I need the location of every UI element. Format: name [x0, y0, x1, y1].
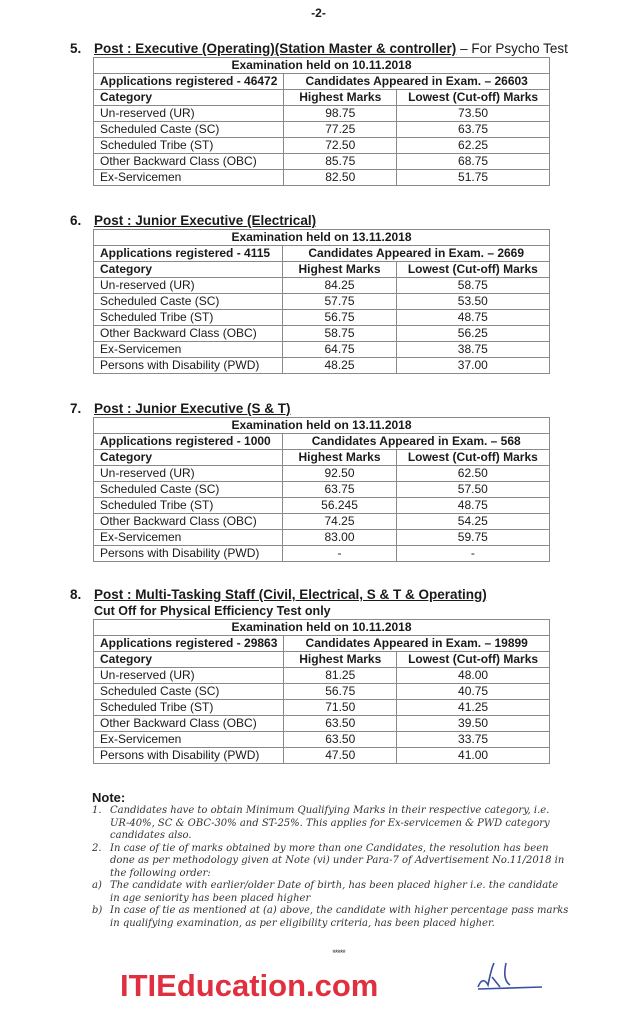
category-cell: Scheduled Tribe (ST)	[94, 498, 283, 514]
highest-marks-cell: 83.00	[283, 530, 396, 546]
section-number: 6.	[70, 213, 82, 228]
cutoff-marks-cell: 73.50	[397, 106, 550, 122]
cutoff-marks-cell: 59.75	[396, 530, 549, 546]
exam-date: Examination held on 13.11.2018	[94, 418, 550, 434]
section-number: 7.	[70, 401, 82, 416]
cutoff-marks-cell: 62.50	[396, 466, 549, 482]
note-item	[92, 905, 570, 930]
category-cell: Un-reserved (UR)	[94, 106, 284, 122]
header-category: Category	[94, 90, 284, 106]
exam-date: Examination held on 13.11.2018	[94, 230, 550, 246]
table-row	[94, 154, 550, 170]
section-title	[70, 212, 570, 229]
note-item	[92, 843, 570, 881]
table-row	[94, 342, 550, 358]
note-block	[92, 790, 570, 930]
cutoff-marks-cell: 68.75	[397, 154, 550, 170]
cutoff-table	[93, 57, 550, 186]
applications-registered: Applications registered - 4115	[94, 246, 283, 262]
highest-marks-cell: 82.50	[284, 170, 397, 186]
note-label: 1.	[92, 805, 102, 816]
category-cell: Persons with Disability (PWD)	[94, 748, 284, 764]
highest-marks-cell: 63.75	[283, 482, 396, 498]
table-row	[94, 358, 550, 374]
post-name: Post : Multi-Tasking Staff (Civil, Electrical, S & T & Operating)	[94, 587, 487, 602]
cutoff-marks-cell: 41.25	[397, 700, 550, 716]
highest-marks-cell: -	[283, 546, 396, 562]
cutoff-marks-cell: 41.00	[397, 748, 550, 764]
cutoff-marks-cell: 63.75	[397, 122, 550, 138]
cutoff-table	[93, 229, 550, 374]
section-title	[70, 400, 570, 417]
watermark-logo: ITIEducation.com	[120, 968, 379, 1003]
header-lowest: Lowest (Cut-off) Marks	[397, 90, 550, 106]
cutoff-marks-cell: -	[396, 546, 549, 562]
table-row	[94, 482, 550, 498]
category-cell: Persons with Disability (PWD)	[94, 546, 283, 562]
cutoff-marks-cell: 37.00	[396, 358, 549, 374]
table-row	[94, 668, 550, 684]
highest-marks-cell: 57.75	[283, 294, 396, 310]
candidates-appeared: Candidates Appeared in Exam. – 2669	[283, 246, 550, 262]
header-category: Category	[94, 262, 283, 278]
cutoff-marks-cell: 58.75	[396, 278, 549, 294]
category-cell: Un-reserved (UR)	[94, 278, 283, 294]
note-label: a)	[92, 880, 102, 891]
highest-marks-cell: 74.25	[283, 514, 396, 530]
header-highest: Highest Marks	[284, 652, 397, 668]
highest-marks-cell: 48.25	[283, 358, 396, 374]
table-row	[94, 122, 550, 138]
note-label: b)	[92, 905, 103, 916]
section-number: 8.	[70, 587, 82, 602]
cutoff-marks-cell: 48.75	[396, 498, 549, 514]
header-category: Category	[94, 652, 284, 668]
table-row	[94, 170, 550, 186]
cutoff-marks-cell: 57.50	[396, 482, 549, 498]
post-section	[70, 586, 570, 764]
note-text: Candidates have to obtain Minimum Qualifying Marks in their respective category, i.e. UR-40%, SC & OBC-30% and ST-25%. This applies for Ex-servicemen & PWD category candidates also.	[110, 805, 550, 841]
note-item	[92, 805, 570, 843]
table-row	[94, 514, 550, 530]
cutoff-marks-cell: 48.75	[396, 310, 549, 326]
cutoff-marks-cell: 53.50	[396, 294, 549, 310]
page-number: -2-	[311, 6, 326, 20]
table-row	[94, 700, 550, 716]
section-title	[70, 40, 570, 57]
post-section	[70, 40, 570, 186]
note-heading: Note:	[92, 790, 126, 805]
category-cell: Scheduled Tribe (ST)	[94, 310, 283, 326]
highest-marks-cell: 85.75	[284, 154, 397, 170]
table-row	[94, 748, 550, 764]
signature-icon	[470, 957, 550, 997]
table-row	[94, 546, 550, 562]
category-cell: Un-reserved (UR)	[94, 466, 283, 482]
header-highest: Highest Marks	[284, 90, 397, 106]
table-row	[94, 498, 550, 514]
table-row	[94, 684, 550, 700]
table-row	[94, 138, 550, 154]
highest-marks-cell: 72.50	[284, 138, 397, 154]
header-highest: Highest Marks	[283, 450, 396, 466]
highest-marks-cell: 98.75	[284, 106, 397, 122]
applications-registered: Applications registered - 29863	[94, 636, 284, 652]
cutoff-marks-cell: 48.00	[397, 668, 550, 684]
highest-marks-cell: 63.50	[284, 716, 397, 732]
category-cell: Other Backward Class (OBC)	[94, 326, 283, 342]
highest-marks-cell: 81.25	[284, 668, 397, 684]
cutoff-marks-cell: 39.50	[397, 716, 550, 732]
header-lowest: Lowest (Cut-off) Marks	[397, 652, 550, 668]
post-name: Post : Junior Executive (S & T)	[94, 401, 291, 416]
cutoff-marks-cell: 40.75	[397, 684, 550, 700]
table-row	[94, 310, 550, 326]
highest-marks-cell: 58.75	[283, 326, 396, 342]
section-title	[70, 586, 570, 603]
candidates-appeared: Candidates Appeared in Exam. – 19899	[284, 636, 550, 652]
note-text: In case of tie as mentioned at (a) above, the candidate with higher percentage pass marks in qualifying examination, as per eligibility criteria, has been placed higher.	[110, 905, 569, 929]
category-cell: Other Backward Class (OBC)	[94, 154, 284, 170]
candidates-appeared: Candidates Appeared in Exam. – 26603	[284, 74, 550, 90]
note-text: In case of tie of marks obtained by more than one Candidates, the resolution has been done as per methodology given at Note (vi) under Para-7 of Advertisement No.11/2018 in the following order:	[110, 842, 565, 879]
category-cell: Persons with Disability (PWD)	[94, 358, 283, 374]
header-category: Category	[94, 450, 283, 466]
category-cell: Scheduled Caste (SC)	[94, 482, 283, 498]
cutoff-table	[93, 619, 550, 764]
table-row	[94, 106, 550, 122]
highest-marks-cell: 56.75	[284, 684, 397, 700]
category-cell: Scheduled Tribe (ST)	[94, 700, 284, 716]
highest-marks-cell: 77.25	[284, 122, 397, 138]
cutoff-marks-cell: 62.25	[397, 138, 550, 154]
note-text: The candidate with earlier/older Date of birth, has been placed higher i.e. the candidate in age seniority has been placed higher	[110, 880, 559, 904]
header-highest: Highest Marks	[283, 262, 396, 278]
category-cell: Other Backward Class (OBC)	[94, 514, 283, 530]
exam-date: Examination held on 10.11.2018	[94, 58, 550, 74]
cutoff-marks-cell: 33.75	[397, 732, 550, 748]
applications-registered: Applications registered - 46472	[94, 74, 284, 90]
table-row	[94, 278, 550, 294]
table-row	[94, 294, 550, 310]
category-cell: Un-reserved (UR)	[94, 668, 284, 684]
highest-marks-cell: 71.50	[284, 700, 397, 716]
applications-registered: Applications registered - 1000	[94, 434, 283, 450]
category-cell: Scheduled Caste (SC)	[94, 684, 284, 700]
cutoff-marks-cell: 56.25	[396, 326, 549, 342]
cutoff-marks-cell: 51.75	[397, 170, 550, 186]
highest-marks-cell: 56.75	[283, 310, 396, 326]
header-lowest: Lowest (Cut-off) Marks	[396, 450, 549, 466]
category-cell: Other Backward Class (OBC)	[94, 716, 284, 732]
highest-marks-cell: 64.75	[283, 342, 396, 358]
category-cell: Scheduled Caste (SC)	[94, 294, 283, 310]
cutoff-marks-cell: 38.75	[396, 342, 549, 358]
category-cell: Ex-Servicemen	[94, 342, 283, 358]
highest-marks-cell: 84.25	[283, 278, 396, 294]
note-item	[92, 880, 570, 905]
category-cell: Scheduled Caste (SC)	[94, 122, 284, 138]
header-lowest: Lowest (Cut-off) Marks	[396, 262, 549, 278]
note-label: 2.	[92, 842, 102, 854]
table-row	[94, 466, 550, 482]
section-number: 5.	[70, 41, 82, 56]
end-marker: *****	[332, 948, 345, 958]
post-name: Post : Executive (Operating)(Station Master & controller)	[94, 41, 457, 56]
category-cell: Ex-Servicemen	[94, 530, 283, 546]
highest-marks-cell: 56.245	[283, 498, 396, 514]
cutoff-marks-cell: 54.25	[396, 514, 549, 530]
highest-marks-cell: 63.50	[284, 732, 397, 748]
category-cell: Ex-Servicemen	[94, 732, 284, 748]
table-row	[94, 716, 550, 732]
cutoff-table	[93, 417, 550, 562]
section-subtitle: Cut Off for Physical Efficiency Test only	[94, 604, 331, 618]
table-row	[94, 326, 550, 342]
table-row	[94, 732, 550, 748]
exam-date: Examination held on 10.11.2018	[94, 620, 550, 636]
post-section	[70, 400, 570, 562]
post-suffix: – For Psycho Test	[456, 41, 568, 56]
category-cell: Ex-Servicemen	[94, 170, 284, 186]
post-section	[70, 212, 570, 374]
highest-marks-cell: 92.50	[283, 466, 396, 482]
post-name: Post : Junior Executive (Electrical)	[94, 213, 317, 228]
candidates-appeared: Candidates Appeared in Exam. – 568	[283, 434, 550, 450]
table-row	[94, 530, 550, 546]
highest-marks-cell: 47.50	[284, 748, 397, 764]
category-cell: Scheduled Tribe (ST)	[94, 138, 284, 154]
